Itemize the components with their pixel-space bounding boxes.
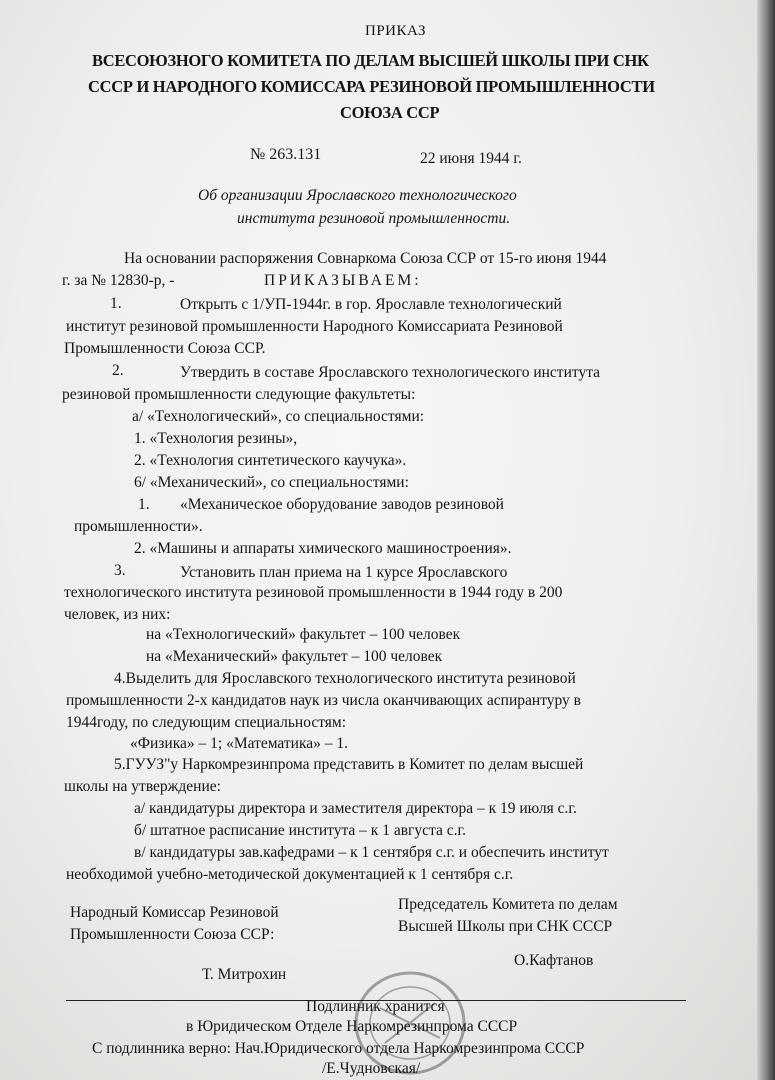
- header-line-1: ВСЕСОЮЗНОГО КОМИТЕТА ПО ДЕЛАМ ВЫСШЕЙ ШКОЛЫ ПРИ СНК: [92, 51, 649, 70]
- preamble-line-2: г. за № 12830-р, -: [62, 272, 175, 289]
- preamble-line-1: На основании распоряжения Совнаркома Союза ССР от 15-го июня 1944: [124, 250, 607, 267]
- order-word: ПРИКАЗЫВАЕМ:: [264, 272, 422, 289]
- faculty-b-spec-number: 1.: [138, 496, 150, 513]
- item2-line: резиновой промышленности следующие факультеты:: [62, 386, 416, 403]
- admission-row: на «Технологический» факультет – 100 человек: [146, 626, 461, 643]
- subject-line-1: Об организации Ярославского технологического: [198, 187, 517, 204]
- signature-left-title: Народный Комиссар Резиновой: [70, 904, 279, 921]
- page-shadow-edge: [757, 0, 775, 1080]
- faculty-b: 6/ «Механический», со специальностями:: [134, 474, 409, 491]
- header-line-2: СССР И НАРОДНОГО КОМИССАРА РЕЗИНОВОЙ ПРОМЫШЛЕННОСТИ: [88, 77, 655, 96]
- signature-right-title: Председатель Комитета по делам: [398, 896, 618, 913]
- item4-line: 4.Выделить для Ярославского технологического института резиновой: [114, 670, 576, 687]
- faculty-a-spec: 2. «Технология синтетического каучука».: [134, 452, 407, 469]
- item3-line: технологического института резиновой промышленности в 1944 году в 200: [64, 584, 563, 601]
- item5-line: школы на утверждение:: [64, 778, 221, 795]
- footer-line: Подлинник хранится: [306, 998, 445, 1015]
- item4-line: промышленности 2-х кандидатов наук из числа оканчивающих аспирантуру в: [66, 692, 582, 709]
- order-date: 22 июня 1944 г.: [420, 150, 522, 167]
- admission-row: на «Механический» факультет – 100 человек: [146, 648, 443, 665]
- item4-line: 1944году, по следующим специальностям:: [66, 714, 347, 731]
- signature-left-title: Промышленности Союза ССР:: [70, 926, 275, 943]
- item1-line: институт резиновой промышленности Народного Комиссариата Резиновой: [66, 318, 563, 335]
- faculty-b-spec: 2. «Машины и аппараты химического машиностроения».: [134, 540, 512, 557]
- order-number: № 263.131: [250, 146, 322, 163]
- footer-line: /Е.Чудновская/: [322, 1060, 421, 1077]
- subject-line-2: института резиновой промышленности.: [237, 210, 511, 227]
- item5-line: необходимой учебно-методической документацией к 1 сентября с.г.: [66, 866, 514, 883]
- item2-line: Утвердить в составе Ярославского технологического института: [180, 364, 601, 381]
- faculty-a-spec: 1. «Технология резины»,: [134, 430, 298, 447]
- item5-line: б/ штатное расписание института – к 1 августа с.г.: [134, 822, 466, 839]
- item5-line: а/ кандидатуры директора и заместителя директора – к 19 июля с.г.: [134, 800, 577, 817]
- item2-number: 2.: [112, 362, 124, 379]
- doc-title: ПРИКАЗ: [365, 23, 426, 39]
- faculty-a: а/ «Технологический», со специальностями:: [132, 408, 425, 425]
- footer-line: С подлинника верно: Нач.Юридического отдела Наркомрезинпрома СССР: [92, 1040, 585, 1057]
- signature-right-title: Высшей Школы при СНК СССР: [398, 918, 613, 935]
- faculty-b-spec: «Механическое оборудование заводов резиновой: [180, 496, 504, 513]
- item5-line: 5.ГУУЗ"у Наркомрезинпрома представить в Комитет по делам высшей: [114, 756, 584, 773]
- item1-line: Промышленности Союза ССР.: [64, 340, 266, 357]
- signatory-right-name: О.Кафтанов: [514, 952, 594, 969]
- item3-number: 3.: [114, 562, 126, 579]
- item4-line: «Физика» – 1; «Математика» – 1.: [130, 735, 349, 752]
- signatory-left-name: Т. Митрохин: [202, 966, 287, 983]
- item1-number: 1.: [110, 295, 122, 312]
- faculty-b-spec: промышленности».: [74, 518, 203, 535]
- item5-line: в/ кандидатуры зав.кафедрами – к 1 сентября с.г. и обеспечить институт: [134, 844, 609, 861]
- item1-line: Открыть с 1/УП-1944г. в гор. Ярославле технологический: [180, 296, 562, 313]
- footer-line: в Юридическом Отделе Наркомрезинпрома СССР: [186, 1018, 518, 1035]
- header-line-3: СОЮЗА ССР: [340, 103, 440, 122]
- item3-line: человек, из них:: [64, 606, 171, 623]
- item3-line: Установить план приема на 1 курсе Ярославского: [180, 564, 508, 581]
